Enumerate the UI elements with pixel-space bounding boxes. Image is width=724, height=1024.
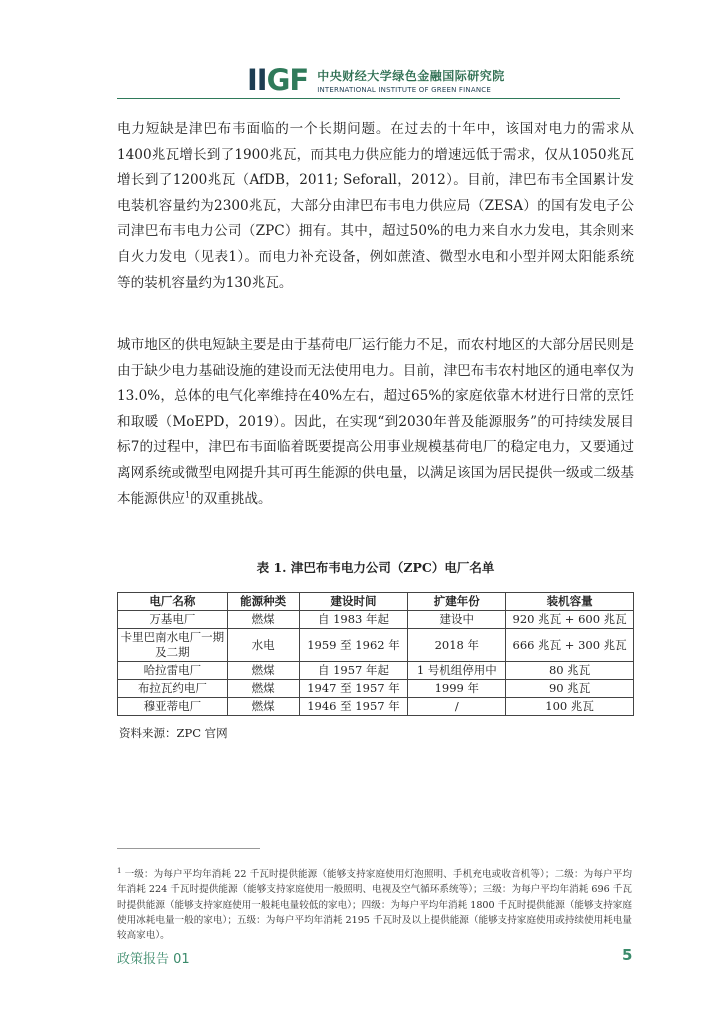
cell-plant-name: 哈拉雷电厂 <box>118 662 228 680</box>
cell-energy-type: 燃煤 <box>227 662 299 680</box>
cell-expansion-year: / <box>408 698 506 716</box>
cell-build-time: 1947 至 1957 年 <box>299 680 408 698</box>
table-row <box>118 698 634 716</box>
logo-chinese-name: 中央财经大学绿色金融国际研究院 <box>317 68 505 83</box>
footnote-divider <box>117 848 260 849</box>
table-source: 资料来源：ZPC 官网 <box>119 726 228 740</box>
logo-english-name: INTERNATIONAL INSTITUTE OF GREEN FINANCE <box>317 85 491 94</box>
paragraph-2-tail: 的双重挑战。 <box>190 490 272 507</box>
table-header-row <box>118 593 634 611</box>
cell-capacity: 666 兆瓦 + 300 兆瓦 <box>506 629 634 662</box>
paragraph-2-text: 城市地区的供电短缺主要是由于基荷电厂运行能力不足，而农村地区的大部分居民则是由于缺少电力基础设施的建设而无法使用电力。目前，津巴布韦农村地区的通电率仅为13.0%，总体的电气化率维持在40%左右，超过65%的家庭依靠木材进行日常的烹饪和取暖（MoEPD，2019）。因此，在实现“到2030年普及能源服务”的可持续发展目标7的过程中，津巴布韦面临着既要提高公用事业规模基荷电厂的稳定电力，又要通过离网系统或微型电网提升其可再生能源的供电量，以满足该国为居民提供一级或二级基本能源供应 <box>117 337 634 507</box>
footnote <box>117 864 632 943</box>
cell-energy-type: 水电 <box>227 629 299 662</box>
cell-capacity: 90 兆瓦 <box>506 680 634 698</box>
header-build-time: 建设时间 <box>299 593 408 611</box>
cell-plant-name: 万基电厂 <box>118 611 228 629</box>
cell-build-time: 自 1957 年起 <box>299 662 408 680</box>
cell-build-time: 1946 至 1957 年 <box>299 698 408 716</box>
table-row <box>118 611 634 629</box>
body-paragraph-1: 电力短缺是津巴布韦面临的一个长期问题。在过去的十年中，该国对电力的需求从1400兆瓦增长到了1900兆瓦，而其电力供应能力的增速远低于需求，仅从1050兆瓦增长到了1200兆瓦（AfDB，2011; Seforall，2012）。目前，津巴布韦全国累计发电装机容量约为2300兆瓦，大部分由津巴布韦电力供应局（ZESA）的国有发电子公司津巴布韦电力公司（ZPC）拥有。其中，超过50%的电力来自水力发电，其余则来自火力发电（见表1）。而电力补充设备，例如蔗渣、微型水电和小型并网太阳能系统等的装机容量约为130兆瓦。 <box>117 121 634 291</box>
cell-expansion-year: 建设中 <box>408 611 506 629</box>
header-plant-name: 电厂名称 <box>118 593 228 611</box>
table-row <box>118 680 634 698</box>
footer-report-label: 政策报告 01 <box>117 952 190 967</box>
table-caption: 表 1. 津巴布韦电力公司（ZPC）电厂名单 <box>256 560 495 575</box>
cell-capacity: 100 兆瓦 <box>506 698 634 716</box>
cell-capacity: 80 兆瓦 <box>506 662 634 680</box>
table-row <box>118 629 634 662</box>
cell-build-time: 1959 至 1962 年 <box>299 629 408 662</box>
header-logo <box>247 60 505 100</box>
header-capacity: 装机容量 <box>506 593 634 611</box>
iigf-logo-mark: IIGF <box>247 62 309 97</box>
footnote-mark: 1 <box>117 867 122 875</box>
body-paragraph-2 <box>117 333 634 512</box>
footnote-text: 一级：为每户平均年消耗 22 千瓦时提供能源（能够支持家庭使用灯泡照明、手机充电或收音机等）；二级：为每户平均年消耗 224 千瓦时提供能源（能够支持家庭使用一般照明、电视及空气循环系统等）；三级：为每户平均年消耗 696 千瓦时提供能源（能够支持家庭使用一般耗电量较低的家电）；四级：为每户平均年消耗 1800 千瓦时提供能源（能够支持家庭使用冰耗电量一般的家电）；五级：为每户平均年消耗 2195 千瓦时及以上提供能源（能够支持家庭使用或持续使用耗电量较高家电）。 <box>117 869 632 941</box>
footnote-ref: 1 <box>184 490 191 500</box>
page-number: 5 <box>622 946 633 964</box>
cell-expansion-year: 1 号机组停用中 <box>408 662 506 680</box>
cell-plant-name: 布拉瓦约电厂 <box>118 680 228 698</box>
cell-energy-type: 燃煤 <box>227 680 299 698</box>
power-plant-table <box>117 592 634 716</box>
cell-energy-type: 燃煤 <box>227 611 299 629</box>
header-energy-type: 能源种类 <box>227 593 299 611</box>
cell-energy-type: 燃煤 <box>227 698 299 716</box>
header-expansion-year: 扩建年份 <box>408 593 506 611</box>
cell-plant-name: 穆亚蒂电厂 <box>118 698 228 716</box>
cell-expansion-year: 1999 年 <box>408 680 506 698</box>
cell-capacity: 920 兆瓦 + 600 兆瓦 <box>506 611 634 629</box>
header-divider <box>117 98 620 99</box>
table-row <box>118 662 634 680</box>
cell-build-time: 自 1983 年起 <box>299 611 408 629</box>
logo-text <box>317 67 505 94</box>
cell-plant-name: 卡里巴南水电厂一期及二期 <box>118 629 228 662</box>
cell-expansion-year: 2018 年 <box>408 629 506 662</box>
